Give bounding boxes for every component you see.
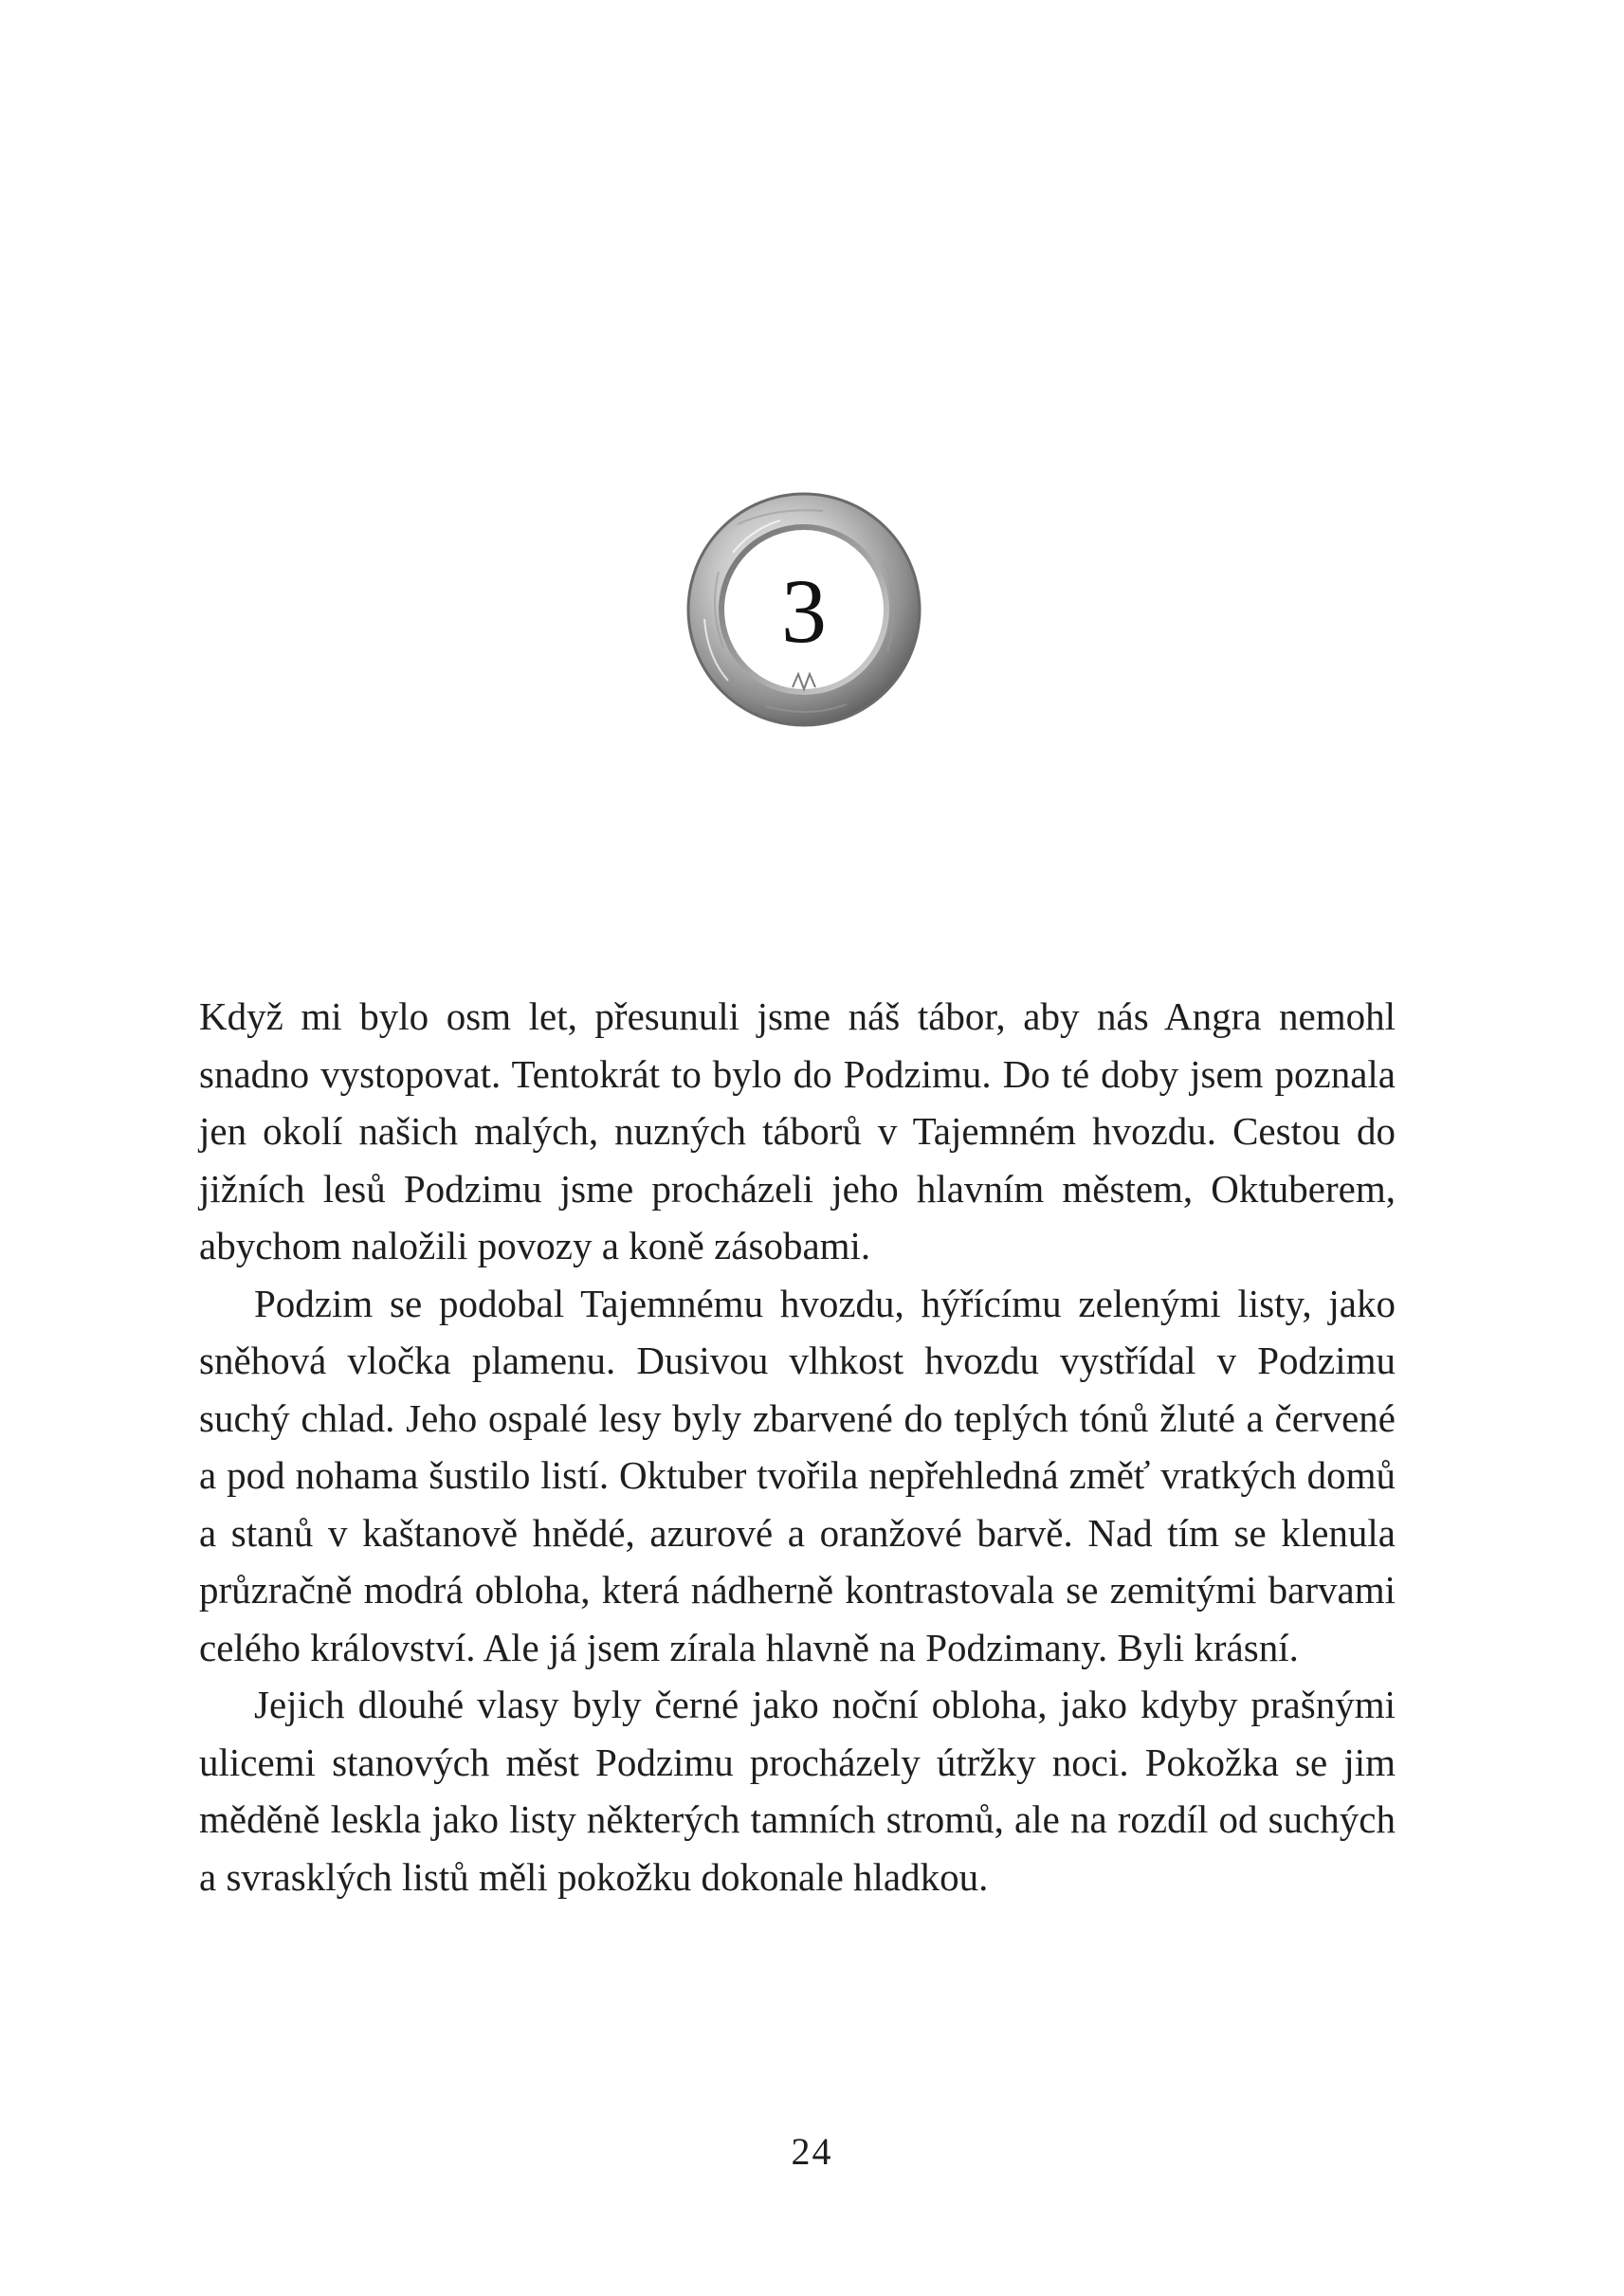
chapter-number: 3 xyxy=(781,560,827,662)
chapter-body xyxy=(199,988,1396,1905)
page-number: 24 xyxy=(791,2130,833,2173)
chapter-emblem xyxy=(681,486,927,733)
paragraph: Jejich dlouhé vlasy byly černé jako noční obloha, jako kdyby prašnými ulicemi stanových měst Podzimu procházely útržky noci. Pokožka se jim měděně leskla jako listy některých tamních stromů, ale na rozdíl od suchých a svrasklých listů měli pokožku dokonale hladkou. xyxy=(199,1683,1396,1899)
paragraph: Podzim se podobal Tajemnému hvozdu, hýřícímu zelenými listy, jako sněhová vločka plamenu. Dusivou vlhkost hvozdu vystřídal v Podzimu suchý chlad. Jeho ospalé lesy byly zbarvené do teplých tónů žluté a červené a pod nohama šustilo listí. Oktuber tvořila nepřehledná změť vratkých domů a stanů v kaštanově hnědé, azurové a oranžové barvě. Nad tím se klenula průzračně modrá obloha, která nádherně kontrastovala se zemitými barvami celého království. Ale já jsem zírala hlavně na Podzimany. Byli krásní. xyxy=(199,1281,1396,1669)
paragraph: Když mi bylo osm let, přesunuli jsme náš tábor, aby nás Angra nemohl snadno vystopovat. Tentokrát to bylo do Podzimu. Do té doby jsem poznala jen okolí našich malých, nuzných táborů v Tajemném hvozdu. Cestou do jižních lesů Podzimu jsme procházeli jeho hlavním městem, Oktuberem, abychom naložili povozy a koně zásobami. xyxy=(199,994,1396,1267)
